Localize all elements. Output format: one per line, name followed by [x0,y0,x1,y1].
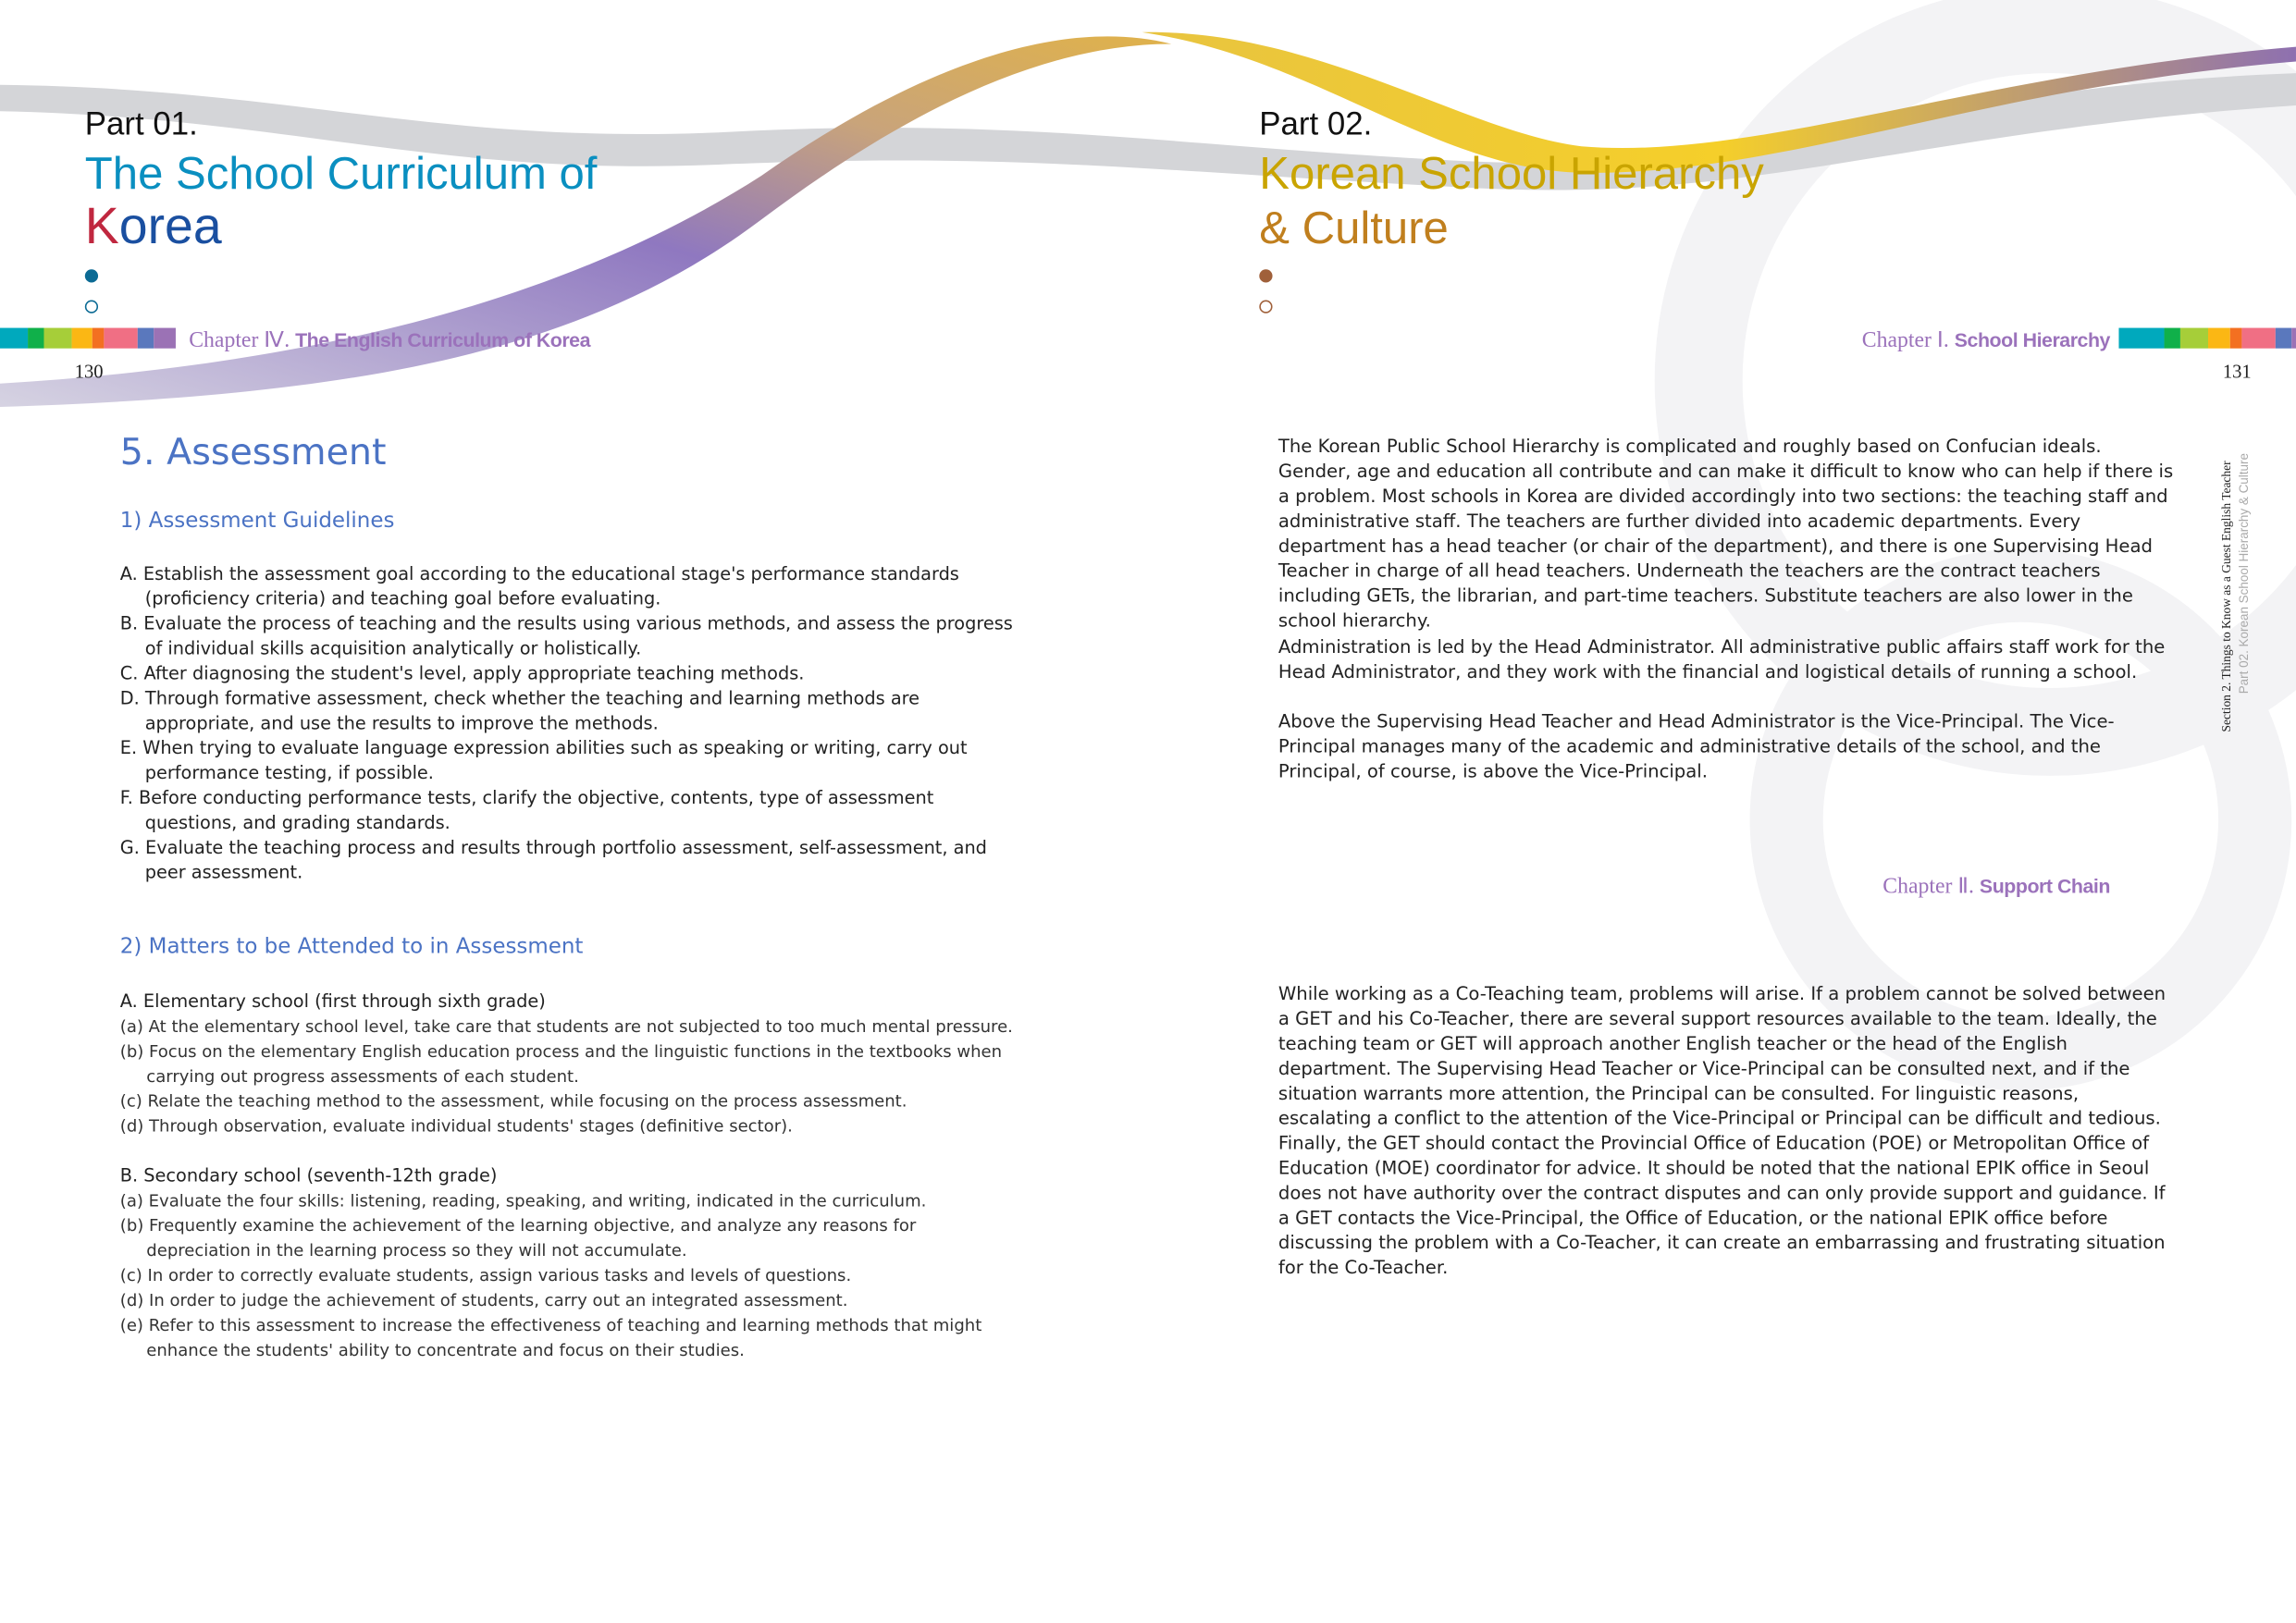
side-part-label: Part 02. Korean School Hierarchy & Culture [2236,453,2251,695]
subsection-heading: 2) Matters to be Attended to in Assessment [119,935,584,959]
chapter-prefix: Chapter Ⅱ. [1882,875,1974,899]
chapter-prefix: Chapter Ⅳ. [189,329,290,353]
list-item: G. Evaluate the teaching process and results through portfolio assessment, self-assessment, and peer assessment. [119,837,987,883]
part-title-line1: Korean School Hierarchy [1259,147,1764,200]
paragraph: The Korean Public School Hierarchy is complicated and roughly based on Confucian ideals. Gender, age and education all contribute and can make it difficult to know who can help if there is a problem. Most schools in Korea are divided accordingly into two sections: the teaching staff and administrative staff. The teachers are further divided into academic departments. Every department has a head teacher (or chair of the department), and there is one Supervising Head Teacher in charge of all head teachers. Underneath the teachers are the contract teachers including GETs, the librarian, and part-time teachers. Substitute teachers are also lower in the school hierarchy. [1278,435,2174,632]
section-heading: 5. Assessment [119,430,387,473]
guidelines-list [120,562,1020,886]
list-item: (d) In order to judge the achievement of students, carry out an integrated assessment. [119,1289,848,1310]
side-section-label: Section 2. Things to Know as a Guest English Teacher [2218,461,2233,732]
filled-dot-icon [85,269,98,282]
page-number: 130 [74,360,104,383]
hollow-dot-icon [85,300,98,313]
chapter-title: School Hierarchy [1954,329,2110,351]
chapter-title: Support Chain [1979,875,2110,898]
paragraph: Administration is led by the Head Administrator. All administrative public affairs staff work for the Head Administrator, and they work with the financial and logistical details of running a school. [1278,634,2166,682]
paragraph: Above the Supervising Head Teacher and Head Administrator is the Vice-Principal. The Vice-Principal manages many of the academic and administrative details of the school, and the Principal, of course, is above the Vice-Principal. [1278,709,2115,782]
subsection-heading: 1) Assessment Guidelines [119,509,395,534]
title-orea: orea [118,197,222,255]
chapter-title: The English Curriculum of Korea [295,329,591,351]
list-item: F. Before conducting performance tests, clarify the objective, contents, type of assessment questions, and grading standards. [119,787,934,833]
list-item: (b) Frequently examine the achievement of the learning objective, and analyze any reasons for depreciation in the learning process so they will not accumulate. [119,1214,917,1260]
chapter-header [189,326,590,354]
list-item: B. Evaluate the process of teaching and the results using various methods, and assess the progress of individual skills acquisition analytically or holistically. [119,613,1013,659]
chapter-header [1862,326,2110,354]
part-title-line2: & Culture [1259,202,1449,253]
elementary-list [120,990,1014,1138]
list-item: E. When trying to evaluate language expression abilities such as speaking or writing, carry out performance testing, if possible. [119,737,968,783]
list-item: (a) At the elementary school level, take care that students are not subjected to too much mental pressure. [119,1015,1013,1037]
hollow-dot-icon [1259,300,1272,313]
list-item: (a) Evaluate the four skills: listening, reading, speaking, and writing, indicated in the curriculum. [119,1189,927,1211]
part-title-line2 [85,199,222,253]
color-strip [0,328,176,349]
list-item: (e) Refer to this assessment to increase the effectiveness of teaching and learning methods that might enhance the students' ability to concentrate and focus on their studies. [119,1314,982,1360]
group-title: B. Secondary school (seventh-12th grade) [119,1164,498,1187]
part-label: Part 02. [1259,105,1373,142]
chapter-header [1882,872,2110,900]
list-item: C. After diagnosing the student's level, apply appropriate teaching methods. [119,663,805,684]
list-item: (b) Focus on the elementary English education process and the linguistic functions in the textbooks when carrying out progress assessments of each student. [119,1040,1003,1087]
title-k: K [84,197,119,255]
list-item: A. Establish the assessment goal according to the educational stage's performance standards (proficiency criteria) and teaching goal before evaluating. [119,563,959,609]
list-item: (c) Relate the teaching method to the assessment, while focusing on the process assessment. [119,1090,907,1112]
group-title: A. Elementary school (first through sixth grade) [119,990,546,1012]
page-number: 131 [2222,360,2252,383]
part-label: Part 01. [84,105,198,142]
part-title-line1: The School Curriculum of [84,147,598,200]
list-item: (d) Through observation, evaluate individual students' stages (definitive sector). [119,1115,793,1137]
secondary-list [120,1163,1014,1362]
chapter-prefix: Chapter Ⅰ. [1861,329,1949,353]
filled-dot-icon [1259,269,1272,282]
list-item: D. Through formative assessment, check whether the teaching and learning methods are appropriate, and use the results to improve the methods. [119,687,920,734]
paragraph: While working as a Co-Teaching team, problems will arise. If a problem cannot be solved between a GET and his Co-Teacher, there are several support resources available to the team. Ideally, the teaching team or GET will approach another English teacher or the head of the English department. The Supervising Head Teacher or Vice-Principal can be consulted next, and if the situation warrants more attention, the Principal can be consulted. For linguistic reasons, escalating a conflict to the attention of the Vice-Principal or Principal can be difficult and tedious. Finally, the GET should contact the Provincial Office of Education (POE) or Metropolitan Office of Education (MOE) coordinator for advice. It should be noted that the national EPIK office in Seoul does not have authority over the contract disputes and can only provide support and guidance. If a GET contacts the Vice-Principal, the Office of Education, or the national EPIK office before discussing the problem with a Co-Teacher, it can create an embarrassing and frustrating situation for the Co-Teacher. [1278,982,2166,1278]
color-strip [2118,328,2296,349]
list-item: (c) In order to correctly evaluate students, assign various tasks and levels of questions. [119,1264,852,1285]
